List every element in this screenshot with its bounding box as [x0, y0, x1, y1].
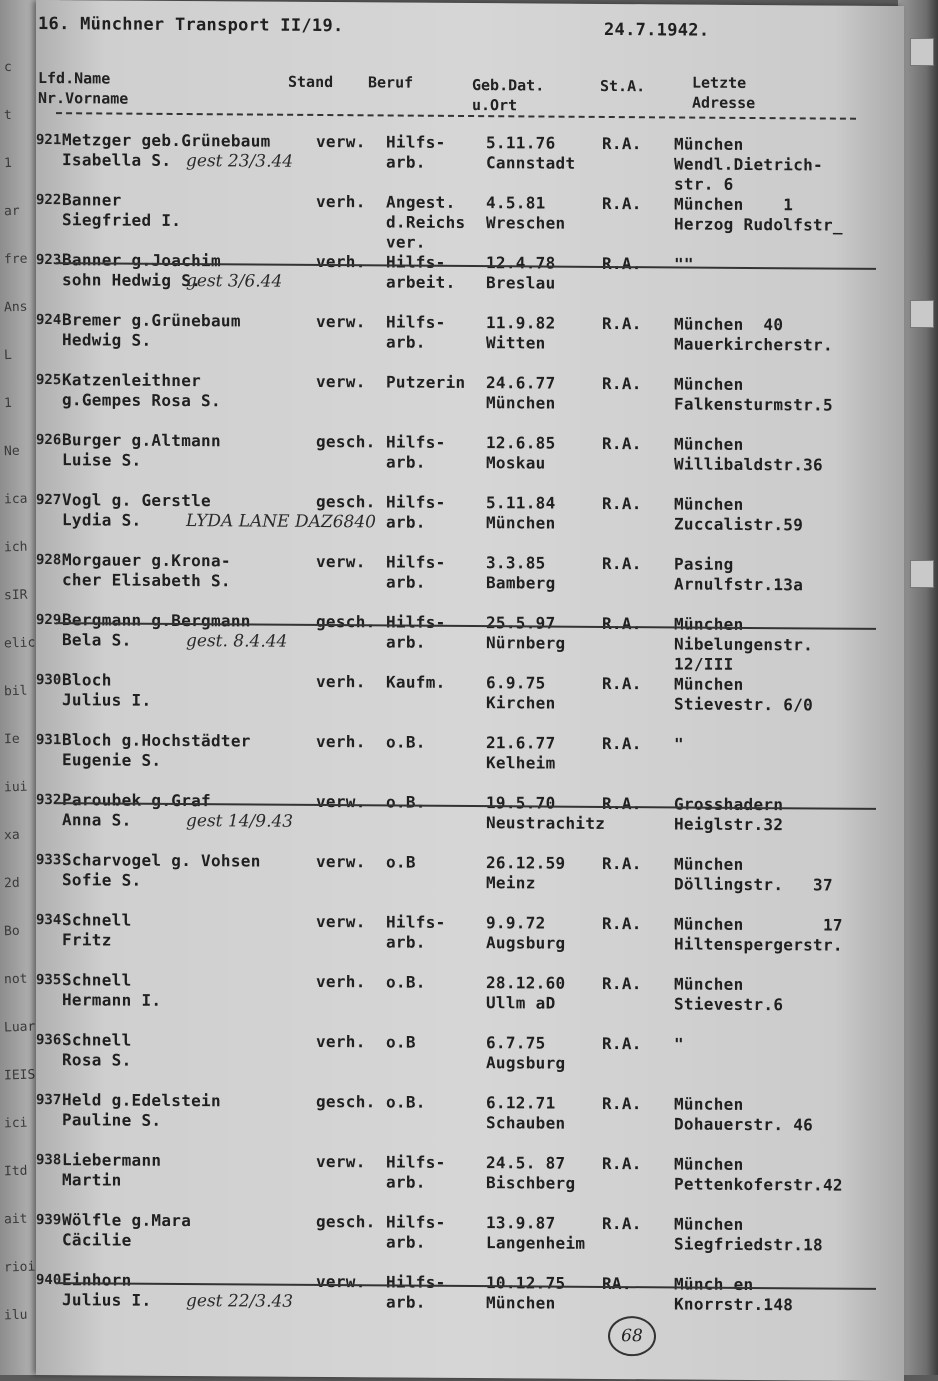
- entry-address: München Wendl.Dietrich- str. 6: [674, 134, 823, 194]
- entry-name: Liebermann Martin: [62, 1150, 162, 1190]
- entry-number: 932: [36, 792, 62, 809]
- entry-birth: 6.12.71 Schauben: [486, 1093, 566, 1133]
- entry-beruf: Hilfs- arb.: [386, 1152, 446, 1192]
- entry-address: München Siegfriedstr.18: [674, 1214, 823, 1255]
- list-row: [36, 430, 904, 496]
- entry-birth: 4.5.81 Wreschen: [486, 193, 566, 233]
- page-tab: [910, 38, 934, 66]
- entry-address: Grosshadern Heiglstr.32: [674, 794, 784, 835]
- entry-birth: 5.11.76 Cannstadt: [486, 133, 576, 173]
- entry-number: 922: [36, 192, 62, 209]
- underlying-page-text: ica: [3, 491, 28, 508]
- entry-name: Held g.Edelstein Pauline S.: [62, 1090, 221, 1130]
- underlying-page-text: ait: [3, 1211, 28, 1228]
- entry-name: Katzenleithner g.Gempes Rosa S.: [62, 370, 221, 411]
- entry-birth: 6.7.75 Augsburg: [486, 1033, 566, 1073]
- entry-number: 930: [36, 672, 62, 689]
- handwritten-note: LYDA LANE DAZ6840: [186, 511, 376, 533]
- header-adresse: Letzte Adresse: [692, 73, 756, 113]
- entry-number: 939: [36, 1212, 62, 1229]
- entry-birth: 5.11.84 München: [486, 493, 556, 533]
- entry-stand: verw.: [316, 1151, 366, 1172]
- page-number: 68: [608, 1316, 656, 1356]
- page-tab: [910, 300, 934, 328]
- entry-beruf: o.B.: [386, 1092, 426, 1112]
- underlying-page-text: iui: [3, 779, 28, 796]
- list-row: [36, 190, 904, 256]
- entry-beruf: Hilfs- arb.: [386, 132, 446, 172]
- underlying-page-text: ici: [3, 1115, 28, 1132]
- entry-sta: R.A.: [602, 1033, 642, 1054]
- entry-stand: verw.: [316, 791, 366, 812]
- list-row: [36, 1030, 904, 1096]
- list-row: [36, 850, 904, 916]
- handwritten-note: gest 3/6.44: [186, 271, 283, 292]
- entry-sta: R.A.: [602, 1213, 642, 1234]
- entry-stand: verh.: [316, 251, 366, 272]
- underlying-page-text: sIR: [3, 587, 28, 604]
- entry-birth: 12.6.85 Moskau: [486, 433, 556, 473]
- entry-name: Bergmann g.Bergmann Bela S.: [62, 610, 251, 650]
- entry-birth: 26.12.59 Meinz: [486, 853, 566, 893]
- entry-name: Schnell Fritz: [62, 910, 132, 950]
- underlying-page-text: xa: [3, 827, 20, 844]
- list-row: [36, 310, 904, 376]
- entry-beruf: Angest. d.Reichs ver.: [386, 192, 466, 252]
- underlying-page-text: ar: [3, 203, 20, 220]
- header-sta: St.A.: [600, 76, 646, 96]
- entry-address: München Dohauerstr. 46: [674, 1094, 814, 1135]
- entry-sta: R.A.: [602, 733, 642, 754]
- entry-address: München Stievestr. 6/0: [674, 674, 814, 715]
- entry-sta: R.A.: [602, 913, 642, 934]
- underlying-page-text: 2d: [3, 875, 20, 892]
- underlying-page-text: bil: [3, 683, 28, 700]
- entry-address: "": [674, 254, 694, 274]
- list-row: [36, 970, 904, 1036]
- entry-name: Scharvogel g. Vohsen Sofie S.: [62, 850, 261, 890]
- entry-name: Einhorn Julius I.: [62, 1270, 152, 1310]
- entry-sta: R.A.: [602, 373, 642, 394]
- entry-sta: R.A.: [602, 133, 642, 154]
- entry-address: München Pettenkoferstr.42: [674, 1154, 843, 1195]
- entry-stand: verw.: [316, 1271, 366, 1292]
- entry-sta: R.A.: [602, 493, 642, 514]
- entry-birth: 28.12.60 Ullm aD: [486, 973, 566, 1013]
- underlying-page-text: Itd: [3, 1163, 28, 1180]
- entry-beruf: Hilfs- arb.: [386, 552, 446, 592]
- entry-sta: R.A.: [602, 193, 642, 214]
- entry-address: München 40 Mauerkircherstr.: [674, 314, 833, 355]
- header-stand: Stand: [288, 72, 334, 92]
- entry-sta: R.A.: [602, 853, 642, 874]
- underlying-page-text: Ie: [3, 731, 20, 748]
- entry-name: Paroubek g.Graf Anna S.: [62, 790, 211, 830]
- entry-number: 921: [36, 132, 62, 149]
- list-row: [36, 610, 904, 676]
- entry-name: Schnell Rosa S.: [62, 1030, 132, 1070]
- entry-birth: 21.6.77 Kelheim: [486, 733, 556, 773]
- underlying-page-text: Luar: [3, 1019, 36, 1036]
- entry-beruf: Hilfs- arb.: [386, 912, 446, 952]
- entry-number: 940: [36, 1272, 62, 1289]
- entry-stand: verh.: [316, 971, 366, 992]
- entry-sta: RA.: [602, 1273, 632, 1294]
- entry-beruf: Hilfs- arb.: [386, 432, 446, 472]
- list-row: [36, 550, 904, 616]
- entry-number: 931: [36, 732, 62, 749]
- handwritten-note: gest 14/9.43: [186, 811, 294, 832]
- entry-beruf: Putzerin: [386, 372, 466, 392]
- list-row: [36, 670, 904, 736]
- entry-birth: 24.6.77 München: [486, 373, 556, 413]
- entry-birth: 11.9.82 Witten: [486, 313, 556, 353]
- underlying-page-text: 1: [3, 395, 13, 412]
- entry-sta: R.A.: [602, 673, 642, 694]
- entry-number: 927: [36, 492, 62, 509]
- entry-name: Banner Siegfried I.: [62, 190, 182, 231]
- entry-beruf: o.B.: [386, 732, 426, 752]
- entry-name: Bloch g.Hochstädter Eugenie S.: [62, 730, 251, 770]
- entry-number: 938: [36, 1152, 62, 1169]
- entry-address: München Stievestr.6: [674, 974, 784, 1015]
- entry-beruf: Hilfs- arbeit.: [386, 252, 456, 292]
- entry-address: Münch en Knorrstr.148: [674, 1274, 794, 1315]
- entry-birth: 25.5.97 Nürnberg: [486, 613, 566, 653]
- entry-birth: 12.4.78 Breslau: [486, 253, 556, 293]
- entry-stand: gesch.: [316, 431, 376, 452]
- entry-beruf: Kaufm.: [386, 672, 446, 692]
- entry-stand: verh.: [316, 671, 366, 692]
- entry-number: 936: [36, 1032, 62, 1049]
- entry-address: München 1 Herzog Rudolfstr_: [674, 194, 843, 235]
- entry-birth: 10.12.75 München: [486, 1273, 566, 1313]
- entry-number: 926: [36, 432, 62, 449]
- underlying-page-text: Bo: [3, 923, 20, 940]
- underlying-page-text: t: [3, 107, 13, 124]
- stacked-pages-right-edge: [898, 0, 938, 1375]
- entry-stand: gesch.: [316, 1211, 376, 1232]
- entry-beruf: Hilfs- arb.: [386, 1272, 446, 1312]
- list-row: [36, 1270, 904, 1336]
- entry-beruf: Hilfs- arb.: [386, 492, 446, 532]
- entry-stand: gesch.: [316, 611, 376, 632]
- entry-number: 929: [36, 612, 62, 629]
- entry-stand: verw.: [316, 371, 366, 392]
- entry-stand: verh.: [316, 1031, 366, 1052]
- underlying-page-text: elic: [3, 635, 36, 652]
- entry-stand: verw.: [316, 551, 366, 572]
- entry-name: Metzger geb.Grünebaum Isabella S.: [62, 130, 271, 170]
- list-row: [36, 130, 904, 196]
- entry-stand: gesch.: [316, 491, 376, 512]
- header-beruf: Beruf: [368, 73, 414, 92]
- entry-address: München Nibelungenstr. 12/III: [674, 614, 814, 674]
- entry-name: Banner g.Joachim sohn Hedwig S.: [62, 250, 221, 291]
- entry-name: Bremer g.Grünebaum Hedwig S.: [62, 310, 241, 350]
- entry-sta: R.A.: [602, 313, 642, 334]
- page-tab: [910, 560, 934, 588]
- entry-address: ": [674, 734, 684, 754]
- underlying-page-text: L: [3, 347, 13, 364]
- entry-stand: verw.: [316, 311, 366, 332]
- entry-address: München 17 Hiltenspergerstr.: [674, 914, 843, 955]
- list-row: [36, 1090, 904, 1156]
- list-row: [36, 910, 904, 976]
- entry-stand: verh.: [316, 731, 366, 752]
- underlying-page-text: Ans: [3, 299, 28, 316]
- list-row: [36, 370, 904, 436]
- entry-name: Vogl g. Gerstle Lydia S.: [62, 490, 211, 530]
- underlying-page-text: ilu: [3, 1307, 28, 1324]
- entry-address: ": [674, 1034, 684, 1054]
- entry-stand: verw.: [316, 131, 366, 152]
- entry-number: 933: [36, 852, 62, 869]
- entry-sta: R.A.: [602, 433, 642, 454]
- entry-sta: R.A.: [602, 1093, 642, 1114]
- underlying-page-text: 1: [3, 155, 13, 172]
- underlying-page-text: not: [3, 971, 28, 988]
- entry-address: Pasing Arnulfstr.13a: [674, 554, 804, 595]
- entry-beruf: o.B: [386, 852, 416, 872]
- document-title: 16. Münchner Transport II/19.: [38, 14, 344, 37]
- handwritten-note: gest 22/3.43: [186, 1291, 294, 1312]
- entry-birth: 3.3.85 Bamberg: [486, 553, 556, 593]
- underlying-page-text: fre: [3, 251, 28, 268]
- entry-birth: 24.5. 87 Bischberg: [486, 1153, 576, 1193]
- list-row: [36, 250, 904, 316]
- underlying-page-text: IEIS: [3, 1067, 36, 1084]
- list-row: [36, 790, 904, 856]
- entry-beruf: Hilfs- arb.: [386, 612, 446, 652]
- header-divider: [56, 112, 856, 120]
- list-row: [36, 730, 904, 796]
- entry-beruf: o.B: [386, 1032, 416, 1052]
- handwritten-note: gest 23/3.44: [186, 151, 294, 172]
- list-row: [36, 490, 904, 556]
- entry-stand: verh.: [316, 191, 366, 212]
- entry-name: Wölfle g.Mara Cäcilie: [62, 1210, 192, 1250]
- underlying-page-text: Ne: [3, 443, 20, 460]
- entry-sta: R.A.: [602, 613, 642, 634]
- header-geb: Geb.Dat. u.Ort: [472, 76, 545, 115]
- entry-name: Burger g.Altmann Luise S.: [62, 430, 221, 470]
- entry-sta: R.A.: [602, 1153, 642, 1174]
- entry-number: 928: [36, 552, 62, 569]
- entry-number: 934: [36, 912, 62, 929]
- entry-number: 923: [36, 252, 62, 269]
- entry-beruf: o.B.: [386, 792, 426, 812]
- document-date: 24.7.1942.: [604, 19, 710, 41]
- entry-sta: R.A.: [602, 793, 642, 814]
- entry-birth: 9.9.72 Augsburg: [486, 913, 566, 953]
- underlying-page-text: ich: [3, 539, 28, 556]
- entry-address: München Falkensturmstr.5: [674, 374, 833, 415]
- list-row: [36, 1150, 904, 1216]
- entry-number: 924: [36, 312, 62, 329]
- underlying-page-text: c: [3, 59, 13, 76]
- header-name: Lfd.Name Nr.Vorname: [38, 69, 129, 108]
- entry-name: Bloch Julius I.: [62, 670, 152, 710]
- entry-address: München Zuccalistr.59: [674, 494, 804, 535]
- entry-sta: R.A.: [602, 553, 642, 574]
- entry-beruf: o.B.: [386, 972, 426, 992]
- entry-number: 937: [36, 1092, 62, 1109]
- entry-beruf: Hilfs- arb.: [386, 312, 446, 352]
- entry-birth: 19.5.70 Neustrachitz: [486, 793, 606, 833]
- document-sheet: [36, 0, 904, 1381]
- list-row: [36, 1210, 904, 1276]
- entry-birth: 6.9.75 Kirchen: [486, 673, 556, 713]
- entry-name: Morgauer g.Krona- cher Elisabeth S.: [62, 550, 231, 591]
- underlying-page-text: rioi: [3, 1259, 36, 1276]
- entry-number: 935: [36, 972, 62, 989]
- handwritten-note: gest. 8.4.44: [186, 631, 288, 652]
- entry-birth: 13.9.87 Langenheim: [486, 1213, 586, 1253]
- entry-stand: verw.: [316, 851, 366, 872]
- entry-beruf: Hilfs- arb.: [386, 1212, 446, 1252]
- entry-number: 925: [36, 372, 62, 389]
- entry-address: München Döllingstr. 37: [674, 854, 833, 895]
- entry-address: München Willibaldstr.36: [674, 434, 823, 475]
- entry-sta: R.A.: [602, 253, 642, 274]
- entry-stand: gesch.: [316, 1091, 376, 1112]
- entry-stand: verw.: [316, 911, 366, 932]
- entry-sta: R.A.: [602, 973, 642, 994]
- entry-name: Schnell Hermann I.: [62, 970, 162, 1010]
